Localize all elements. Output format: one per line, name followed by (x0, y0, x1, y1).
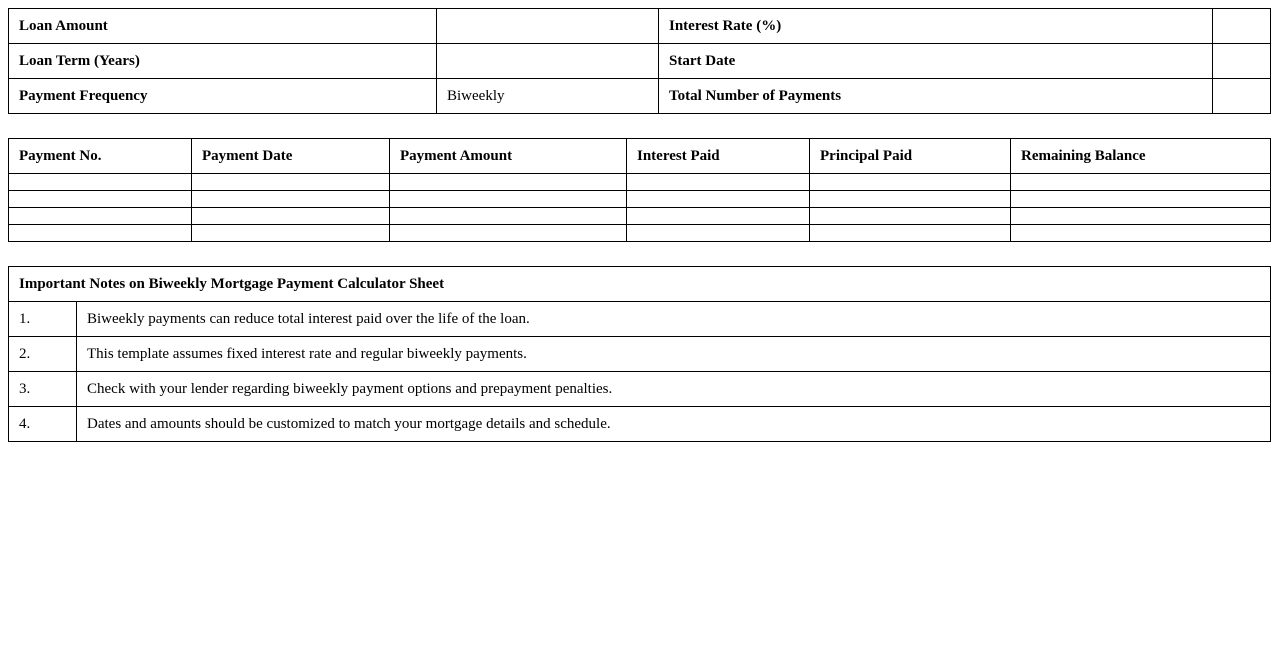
table-cell[interactable] (192, 225, 390, 242)
list-item (9, 337, 1271, 372)
note-text: Biweekly payments can reduce total interest paid over the life of the loan. (77, 302, 1271, 337)
note-text: Dates and amounts should be customized to match your mortgage details and schedule. (77, 407, 1271, 442)
table-cell[interactable] (810, 191, 1011, 208)
notes-title: Important Notes on Biweekly Mortgage Payment Calculator Sheet (9, 267, 1271, 302)
table-cell[interactable] (390, 225, 627, 242)
table-cell[interactable] (627, 191, 810, 208)
payment-schedule-table (8, 138, 1271, 242)
loan-term-label: Loan Term (Years) (9, 44, 437, 79)
table-cell[interactable] (9, 174, 192, 191)
schedule-header-row (9, 139, 1271, 174)
table-cell[interactable] (9, 208, 192, 225)
table-row (9, 225, 1271, 242)
table-cell[interactable] (9, 225, 192, 242)
table-cell[interactable] (1011, 208, 1271, 225)
interest-paid-header: Interest Paid (627, 139, 810, 174)
start-date-value[interactable] (1213, 44, 1271, 79)
interest-rate-value[interactable] (1213, 9, 1271, 44)
notes-title-row (9, 267, 1271, 302)
start-date-label: Start Date (659, 44, 1213, 79)
table-cell[interactable] (627, 174, 810, 191)
note-text: Check with your lender regarding biweekly payment options and prepayment penalties. (77, 372, 1271, 407)
note-number: 1. (9, 302, 77, 337)
table-cell[interactable] (9, 191, 192, 208)
payment-frequency-label: Payment Frequency (9, 79, 437, 114)
principal-paid-header: Principal Paid (810, 139, 1011, 174)
note-number: 4. (9, 407, 77, 442)
table-cell[interactable] (192, 191, 390, 208)
table-row (9, 174, 1271, 191)
table-cell[interactable] (192, 208, 390, 225)
table-cell[interactable] (390, 191, 627, 208)
table-cell[interactable] (810, 174, 1011, 191)
notes-table (8, 266, 1271, 442)
table-cell[interactable] (810, 208, 1011, 225)
table-cell[interactable] (192, 174, 390, 191)
table-cell[interactable] (627, 225, 810, 242)
total-payments-value[interactable] (1213, 79, 1271, 114)
summary-row (9, 44, 1271, 79)
note-text: This template assumes fixed interest rate and regular biweekly payments. (77, 337, 1271, 372)
list-item (9, 407, 1271, 442)
loan-amount-label: Loan Amount (9, 9, 437, 44)
summary-row (9, 9, 1271, 44)
payment-no-header: Payment No. (9, 139, 192, 174)
table-row (9, 191, 1271, 208)
table-cell[interactable] (390, 208, 627, 225)
table-cell[interactable] (390, 174, 627, 191)
note-number: 2. (9, 337, 77, 372)
payment-amount-header: Payment Amount (390, 139, 627, 174)
total-payments-label: Total Number of Payments (659, 79, 1213, 114)
payment-frequency-value[interactable]: Biweekly (437, 79, 659, 114)
summary-row (9, 79, 1271, 114)
loan-summary-table (8, 8, 1271, 114)
note-number: 3. (9, 372, 77, 407)
table-row (9, 208, 1271, 225)
table-cell[interactable] (1011, 174, 1271, 191)
table-cell[interactable] (627, 208, 810, 225)
payment-date-header: Payment Date (192, 139, 390, 174)
interest-rate-label: Interest Rate (%) (659, 9, 1213, 44)
table-cell[interactable] (1011, 225, 1271, 242)
list-item (9, 302, 1271, 337)
remaining-balance-header: Remaining Balance (1011, 139, 1271, 174)
table-cell[interactable] (810, 225, 1011, 242)
loan-amount-value[interactable] (437, 9, 659, 44)
loan-term-value[interactable] (437, 44, 659, 79)
list-item (9, 372, 1271, 407)
table-cell[interactable] (1011, 191, 1271, 208)
